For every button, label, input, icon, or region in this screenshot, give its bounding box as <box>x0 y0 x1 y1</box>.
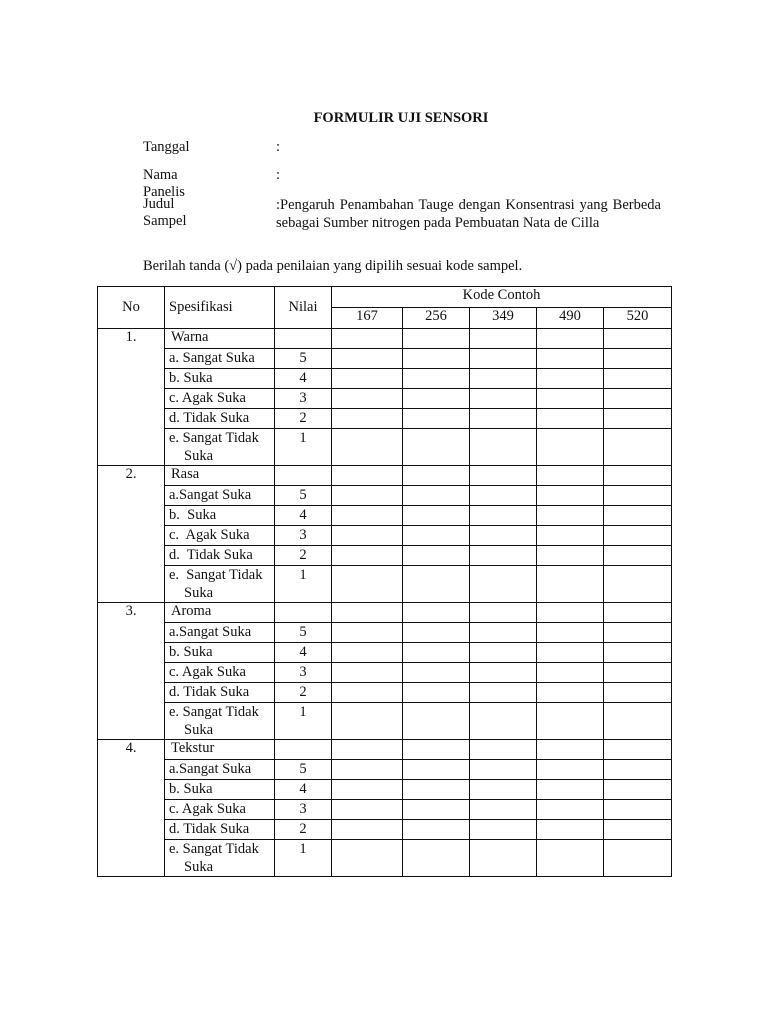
check-cell[interactable] <box>604 369 672 389</box>
check-cell[interactable] <box>403 349 470 369</box>
option-text: c. Agak Suka <box>169 390 246 406</box>
option-label <box>165 486 275 506</box>
option-row <box>98 369 672 389</box>
category-label: Warna <box>165 329 275 349</box>
check-cell[interactable] <box>537 486 604 506</box>
option-label <box>165 409 275 429</box>
header-spesifikasi: Spesifikasi <box>165 287 275 329</box>
option-row <box>98 566 672 603</box>
check-cell[interactable] <box>604 409 672 429</box>
check-cell[interactable] <box>403 760 470 780</box>
check-cell[interactable] <box>403 329 470 349</box>
check-cell[interactable] <box>332 643 403 663</box>
category-label: Tekstur <box>165 740 275 760</box>
option-row <box>98 506 672 526</box>
check-cell[interactable] <box>470 840 537 877</box>
nilai-value: 2 <box>275 683 332 703</box>
nilai-value: 5 <box>275 760 332 780</box>
check-cell[interactable] <box>604 429 672 466</box>
check-cell[interactable] <box>604 820 672 840</box>
check-cell[interactable] <box>470 683 537 703</box>
check-cell[interactable] <box>604 683 672 703</box>
check-cell[interactable] <box>403 566 470 603</box>
code-header: 256 <box>403 308 470 329</box>
option-text: e. Sangat Tidak <box>169 841 259 857</box>
check-cell[interactable] <box>332 329 403 349</box>
check-cell[interactable] <box>470 663 537 683</box>
option-text: a. Sangat Suka <box>169 350 255 366</box>
option-label <box>165 820 275 840</box>
check-cell[interactable] <box>403 603 470 623</box>
check-cell[interactable] <box>403 526 470 546</box>
check-cell[interactable] <box>332 566 403 603</box>
option-label <box>165 840 275 877</box>
check-cell[interactable] <box>604 566 672 603</box>
check-cell[interactable] <box>604 760 672 780</box>
option-label <box>165 703 275 740</box>
check-cell[interactable] <box>403 429 470 466</box>
check-cell[interactable] <box>470 389 537 409</box>
check-cell[interactable] <box>604 526 672 546</box>
option-label <box>165 506 275 526</box>
check-cell[interactable] <box>470 623 537 643</box>
option-text: a.Sangat Suka <box>169 487 252 503</box>
check-cell[interactable] <box>332 486 403 506</box>
check-cell[interactable] <box>332 369 403 389</box>
option-label <box>165 760 275 780</box>
header-kode-contoh: Kode Contoh <box>332 287 672 308</box>
check-cell[interactable] <box>537 643 604 663</box>
check-cell[interactable] <box>332 546 403 566</box>
nilai-value: 1 <box>275 429 332 466</box>
option-label <box>165 389 275 409</box>
check-cell[interactable] <box>537 683 604 703</box>
check-cell[interactable] <box>470 740 537 760</box>
code-header: 490 <box>537 308 604 329</box>
option-text-cont: Suka <box>184 722 213 738</box>
check-cell[interactable] <box>403 546 470 566</box>
option-label <box>165 643 275 663</box>
nilai-value: 1 <box>275 566 332 603</box>
option-label <box>165 566 275 603</box>
option-text: c. Agak Suka <box>169 801 246 817</box>
check-cell[interactable] <box>403 820 470 840</box>
check-cell[interactable] <box>537 329 604 349</box>
option-row <box>98 409 672 429</box>
group-number: 1. <box>98 329 165 466</box>
check-cell[interactable] <box>470 703 537 740</box>
check-cell[interactable] <box>537 760 604 780</box>
option-row <box>98 683 672 703</box>
check-cell[interactable] <box>537 840 604 877</box>
check-cell[interactable] <box>332 840 403 877</box>
option-text: e. Sangat Tidak <box>169 567 263 583</box>
check-cell[interactable] <box>470 780 537 800</box>
check-cell[interactable] <box>537 526 604 546</box>
check-cell[interactable] <box>604 703 672 740</box>
check-cell[interactable] <box>332 526 403 546</box>
option-row <box>98 643 672 663</box>
tanggal-field[interactable]: : <box>276 139 281 155</box>
check-cell[interactable] <box>403 409 470 429</box>
judul-value: :Pengaruh Penambahan Tauge dengan Konsentrasi yang Berbeda sebagai Sumber nitrogen pada Pembuatan Nata de Cilla <box>276 197 661 231</box>
check-cell[interactable] <box>537 409 604 429</box>
check-cell[interactable] <box>470 369 537 389</box>
check-cell[interactable] <box>470 760 537 780</box>
check-cell[interactable] <box>537 389 604 409</box>
check-cell[interactable] <box>604 780 672 800</box>
panelis-label: Nama Panelis <box>143 167 185 200</box>
panelis-field[interactable]: : <box>276 167 281 183</box>
option-row <box>98 840 672 877</box>
code-header: 167 <box>332 308 403 329</box>
option-row <box>98 623 672 643</box>
check-cell[interactable] <box>332 703 403 740</box>
check-cell[interactable] <box>604 506 672 526</box>
nilai-value: 3 <box>275 389 332 409</box>
table-body <box>98 329 672 877</box>
check-cell[interactable] <box>537 703 604 740</box>
option-label <box>165 546 275 566</box>
option-text-cont: Suka <box>184 448 213 464</box>
check-cell[interactable] <box>604 349 672 369</box>
category-row <box>98 466 672 486</box>
category-label: Rasa <box>165 466 275 486</box>
check-cell[interactable] <box>604 663 672 683</box>
option-text: c. Agak Suka <box>169 527 250 543</box>
check-cell[interactable] <box>470 506 537 526</box>
check-cell[interactable] <box>332 800 403 820</box>
check-cell[interactable] <box>332 663 403 683</box>
check-cell[interactable] <box>604 486 672 506</box>
nilai-cell <box>275 466 332 486</box>
nilai-value: 3 <box>275 526 332 546</box>
option-text-cont: Suka <box>184 859 213 875</box>
check-cell[interactable] <box>537 623 604 643</box>
option-row <box>98 526 672 546</box>
instruction-text: Berilah tanda (√) pada penilaian yang dipilih sesuai kode sampel. <box>143 258 523 274</box>
check-cell[interactable] <box>604 546 672 566</box>
check-cell[interactable] <box>403 663 470 683</box>
check-cell[interactable] <box>332 683 403 703</box>
option-text: a.Sangat Suka <box>169 624 252 640</box>
check-cell[interactable] <box>332 389 403 409</box>
option-row <box>98 546 672 566</box>
check-cell[interactable] <box>604 840 672 877</box>
group-number: 3. <box>98 603 165 740</box>
check-cell[interactable] <box>332 466 403 486</box>
check-cell[interactable] <box>537 603 604 623</box>
option-text-cont: Suka <box>184 585 213 601</box>
check-cell[interactable] <box>403 506 470 526</box>
option-text: b. Suka <box>169 781 213 797</box>
nilai-value: 1 <box>275 703 332 740</box>
option-row <box>98 429 672 466</box>
check-cell[interactable] <box>604 389 672 409</box>
check-cell[interactable] <box>537 566 604 603</box>
check-cell[interactable] <box>537 546 604 566</box>
check-cell[interactable] <box>332 429 403 466</box>
check-cell[interactable] <box>403 703 470 740</box>
check-cell[interactable] <box>470 603 537 623</box>
check-cell[interactable] <box>537 740 604 760</box>
check-cell[interactable] <box>537 429 604 466</box>
option-label <box>165 526 275 546</box>
check-cell[interactable] <box>537 466 604 486</box>
option-text: e. Sangat Tidak <box>169 430 259 446</box>
form-title: FORMULIR UJI SENSORI <box>313 110 489 126</box>
check-cell[interactable] <box>403 780 470 800</box>
code-header: 349 <box>470 308 537 329</box>
judul-label: Judul Sampel <box>143 196 187 229</box>
option-text: a.Sangat Suka <box>169 761 252 777</box>
check-cell[interactable] <box>332 780 403 800</box>
check-cell[interactable] <box>604 643 672 663</box>
nilai-cell <box>275 740 332 760</box>
check-cell[interactable] <box>403 623 470 643</box>
check-cell[interactable] <box>470 429 537 466</box>
option-label <box>165 623 275 643</box>
option-text: d. Tidak Suka <box>169 684 250 700</box>
check-cell[interactable] <box>332 820 403 840</box>
option-row <box>98 349 672 369</box>
check-cell[interactable] <box>403 740 470 760</box>
nilai-value: 5 <box>275 623 332 643</box>
option-label <box>165 683 275 703</box>
option-row <box>98 760 672 780</box>
option-text: b. Suka <box>169 507 217 523</box>
category-label: Aroma <box>165 603 275 623</box>
check-cell[interactable] <box>403 369 470 389</box>
check-cell[interactable] <box>332 740 403 760</box>
check-cell[interactable] <box>403 389 470 409</box>
check-cell[interactable] <box>332 506 403 526</box>
option-text: d. Tidak Suka <box>169 410 250 426</box>
category-row <box>98 603 672 623</box>
option-text: e. Sangat Tidak <box>169 704 259 720</box>
check-cell[interactable] <box>470 820 537 840</box>
nilai-value: 3 <box>275 663 332 683</box>
category-row <box>98 329 672 349</box>
option-text: b. Suka <box>169 644 213 660</box>
check-cell[interactable] <box>403 800 470 820</box>
check-cell[interactable] <box>403 683 470 703</box>
nilai-value: 4 <box>275 643 332 663</box>
check-cell[interactable] <box>537 369 604 389</box>
tanggal-label: Tanggal <box>143 139 190 155</box>
option-row <box>98 800 672 820</box>
nilai-value: 2 <box>275 820 332 840</box>
option-label <box>165 663 275 683</box>
check-cell[interactable] <box>332 409 403 429</box>
nilai-value: 5 <box>275 486 332 506</box>
sensory-table <box>97 286 672 877</box>
nilai-value: 4 <box>275 369 332 389</box>
option-label <box>165 429 275 466</box>
check-cell[interactable] <box>470 349 537 369</box>
option-row <box>98 780 672 800</box>
check-cell[interactable] <box>470 409 537 429</box>
check-cell[interactable] <box>332 349 403 369</box>
check-cell[interactable] <box>470 486 537 506</box>
check-cell[interactable] <box>470 800 537 820</box>
check-cell[interactable] <box>537 800 604 820</box>
option-row <box>98 389 672 409</box>
option-text: d. Tidak Suka <box>169 547 253 563</box>
check-cell[interactable] <box>537 349 604 369</box>
check-cell[interactable] <box>332 623 403 643</box>
check-cell[interactable] <box>470 466 537 486</box>
nilai-value: 4 <box>275 780 332 800</box>
check-cell[interactable] <box>403 466 470 486</box>
group-number: 4. <box>98 740 165 877</box>
nilai-value: 2 <box>275 546 332 566</box>
check-cell[interactable] <box>537 506 604 526</box>
check-cell[interactable] <box>604 603 672 623</box>
check-cell[interactable] <box>604 740 672 760</box>
nilai-value: 2 <box>275 409 332 429</box>
option-label <box>165 349 275 369</box>
check-cell[interactable] <box>470 526 537 546</box>
check-cell[interactable] <box>470 546 537 566</box>
check-cell[interactable] <box>470 566 537 603</box>
nilai-value: 1 <box>275 840 332 877</box>
check-cell[interactable] <box>403 840 470 877</box>
option-label <box>165 369 275 389</box>
nilai-value: 3 <box>275 800 332 820</box>
check-cell[interactable] <box>403 486 470 506</box>
nilai-value: 4 <box>275 506 332 526</box>
nilai-value: 5 <box>275 349 332 369</box>
code-header: 520 <box>604 308 672 329</box>
group-number: 2. <box>98 466 165 603</box>
check-cell[interactable] <box>403 643 470 663</box>
header-nilai: Nilai <box>275 287 332 329</box>
option-text: c. Agak Suka <box>169 664 246 680</box>
check-cell[interactable] <box>537 780 604 800</box>
check-cell[interactable] <box>470 643 537 663</box>
header-no: No <box>98 287 165 329</box>
check-cell[interactable] <box>604 329 672 349</box>
option-row <box>98 663 672 683</box>
check-cell[interactable] <box>537 663 604 683</box>
option-row <box>98 703 672 740</box>
option-text: d. Tidak Suka <box>169 821 250 837</box>
check-cell[interactable] <box>332 760 403 780</box>
check-cell[interactable] <box>470 329 537 349</box>
check-cell[interactable] <box>332 603 403 623</box>
check-cell[interactable] <box>537 820 604 840</box>
option-row <box>98 486 672 506</box>
option-label <box>165 780 275 800</box>
check-cell[interactable] <box>604 623 672 643</box>
option-text: b. Suka <box>169 370 213 386</box>
option-row <box>98 820 672 840</box>
option-label <box>165 800 275 820</box>
nilai-cell <box>275 329 332 349</box>
category-row <box>98 740 672 760</box>
nilai-cell <box>275 603 332 623</box>
check-cell[interactable] <box>604 800 672 820</box>
check-cell[interactable] <box>604 466 672 486</box>
